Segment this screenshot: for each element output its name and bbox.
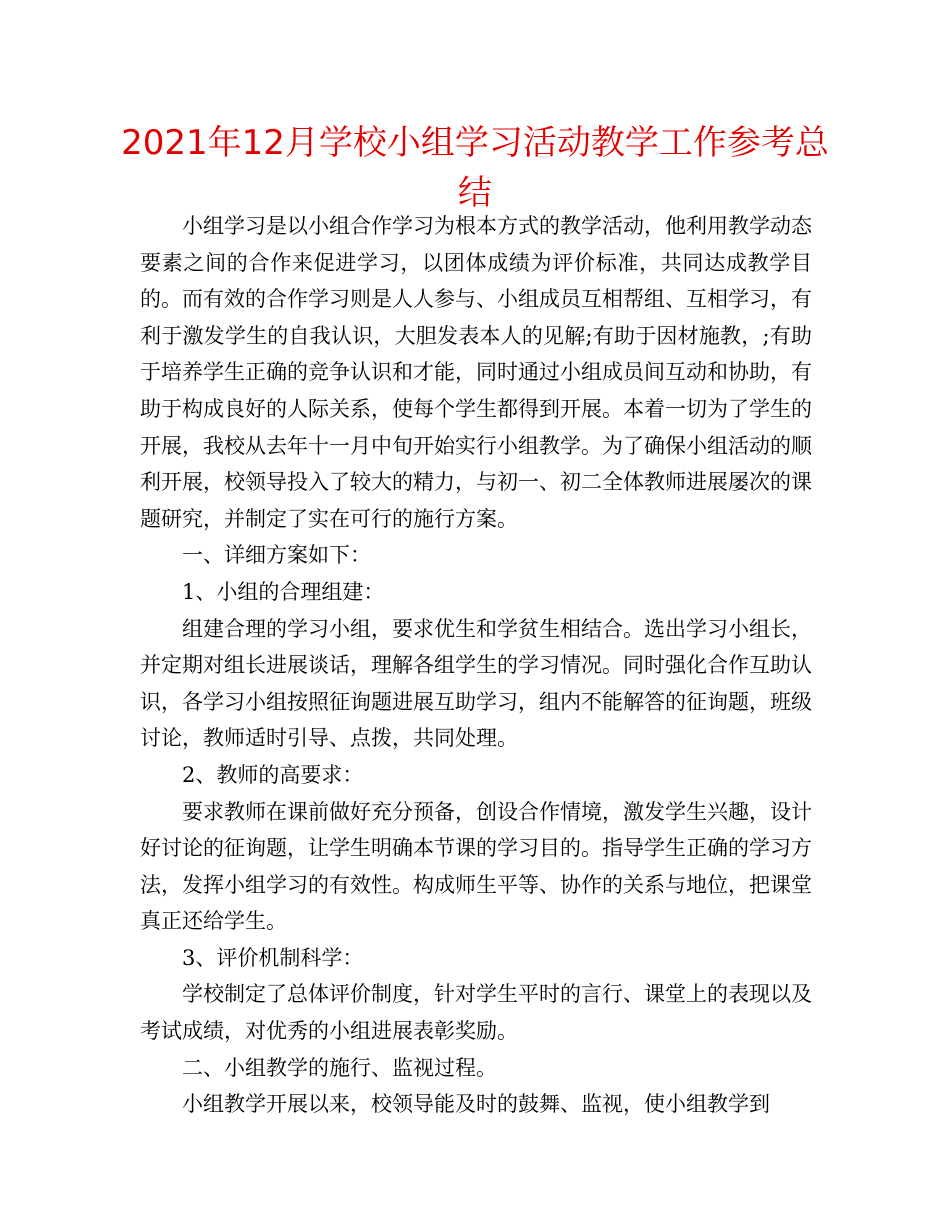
heading-item-3: 3、评价机制科学： bbox=[182, 945, 364, 970]
document-title: 2021年12月学校小组学习活动教学工作参考总结 bbox=[121, 123, 829, 213]
heading-item-2: 2、教师的高要求： bbox=[182, 762, 364, 787]
paragraph-item-2: 要求教师在课前做好充分预备，创设合作情境，激发学生兴趣，设计好讨论的征询题，让学生明确本节课的学习目的。指导学生正确的学习方法，发挥小组学习的有效性。构成师生平等、协作的关系与地位，把课堂真正还给学生。 bbox=[140, 799, 812, 934]
document-body bbox=[140, 208, 812, 1123]
paragraph-item-3: 学校制定了总体评价制度，针对学生平时的言行、课堂上的表现以及考试成绩，对优秀的小组进展表彰奖励。 bbox=[140, 982, 812, 1044]
heading-section-1: 一、详细方案如下： bbox=[182, 543, 371, 568]
heading-item-1: 1、小组的合理组建： bbox=[182, 579, 385, 604]
paragraph-intro: 小组学习是以小组合作学习为根本方式的教学活动，他利用教学动态要素之间的合作来促进学习，以团体成绩为评价标准，共同达成教学目的。而有效的合作学习则是人人参与、小组成员互相帮组、互相学习，有利于激发学生的自我认识，大胆发表本人的见解;有助于因材施教，;有助于培养学生正确的竞争认识和才能，同时通过小组成员间互动和协助，有助于构成良好的人际关系，使每个学生都得到开展。本着一切为了学生的开展，我校从去年十一月中旬开始实行小组教学。为了确保小组活动的顺利开展，校领导投入了较大的精力，与初一、初二全体教师进展屡次的课题研究，并制定了实在可行的施行方案。 bbox=[140, 214, 812, 531]
paragraph-section-2: 小组教学开展以来，校领导能及时的鼓舞、监视，使小组教学到 bbox=[182, 1092, 770, 1117]
paragraph-item-1: 组建合理的学习小组，要求优生和学贫生相结合。选出学习小组长，并定期对组长进展谈话，理解各组学生的学习情况。同时强化合作互助认识，各学习小组按照征询题进展互助学习，组内不能解答的征询题，班级讨论，教师适时引导、点拨，共同处理。 bbox=[140, 616, 812, 751]
heading-section-2: 二、小组教学的施行、监视过程。 bbox=[182, 1055, 497, 1080]
